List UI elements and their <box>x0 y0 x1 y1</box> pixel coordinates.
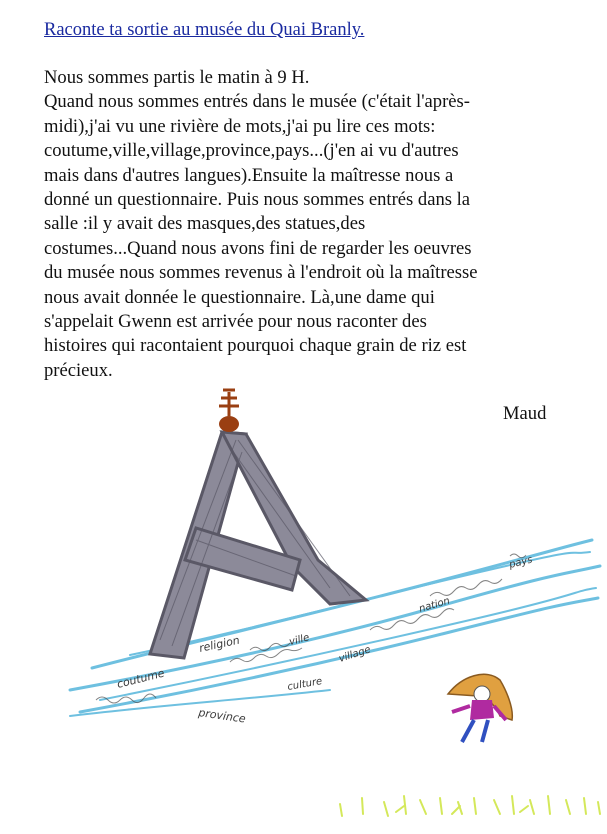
story-line: précieux. <box>44 359 113 381</box>
page-title: Raconte ta sortie au musée du Quai Branly. <box>44 20 365 40</box>
story-line: Nous sommes partis le matin à 9 H. <box>44 67 310 88</box>
story-line: midi),j'ai vu une rivière de mots,j'ai pu lire ces mots: <box>44 115 436 137</box>
scribbled-word: nation <box>417 595 452 615</box>
scribbled-word: culture <box>286 676 324 693</box>
story-line: Quand nous sommes entrés dans le musée (c'était l'après- <box>44 91 470 113</box>
tower-a-drawing <box>150 390 366 658</box>
story-line: donné un questionnaire. Puis nous sommes entrés dans la <box>44 189 471 211</box>
scribbled-word: village <box>337 644 373 665</box>
story-line: salle :il y avait des masques,des statues,des <box>44 213 366 235</box>
story-line: histoires qui racontaient pourquoi chaque grain de riz est <box>44 335 467 357</box>
figure-face <box>474 686 490 702</box>
story-line: du musée nous sommes revenus à l'endroit où la maîtresse <box>44 262 478 284</box>
story-line: costumes...Quand nous avons fini de regarder les oeuvres <box>44 237 472 259</box>
story-line: nous avait donnée le questionnaire. Là,une dame qui <box>44 286 435 308</box>
scribbled-word: ville <box>288 632 311 648</box>
scribbled-word: province <box>197 706 247 726</box>
author-signature: Maud <box>503 403 547 424</box>
tower-top-ornament <box>219 416 239 432</box>
scribbled-word: religion <box>197 633 241 655</box>
story-line: mais dans d'autres langues).Ensuite la maîtresse nous a <box>44 164 454 186</box>
scribbled-word: coutume <box>115 666 166 691</box>
grass <box>340 796 600 816</box>
story-line: s'appelait Gwenn est arrivée pour nous raconter des <box>44 311 427 333</box>
figure-body <box>470 700 494 720</box>
figure-legs <box>462 720 488 742</box>
scribbled-word: pays <box>508 554 534 571</box>
tower-top-spire <box>219 390 239 416</box>
story-line: coutume,ville,village,province,pays...(j'en ai vu d'autres <box>44 140 459 162</box>
child-figure <box>448 674 512 742</box>
